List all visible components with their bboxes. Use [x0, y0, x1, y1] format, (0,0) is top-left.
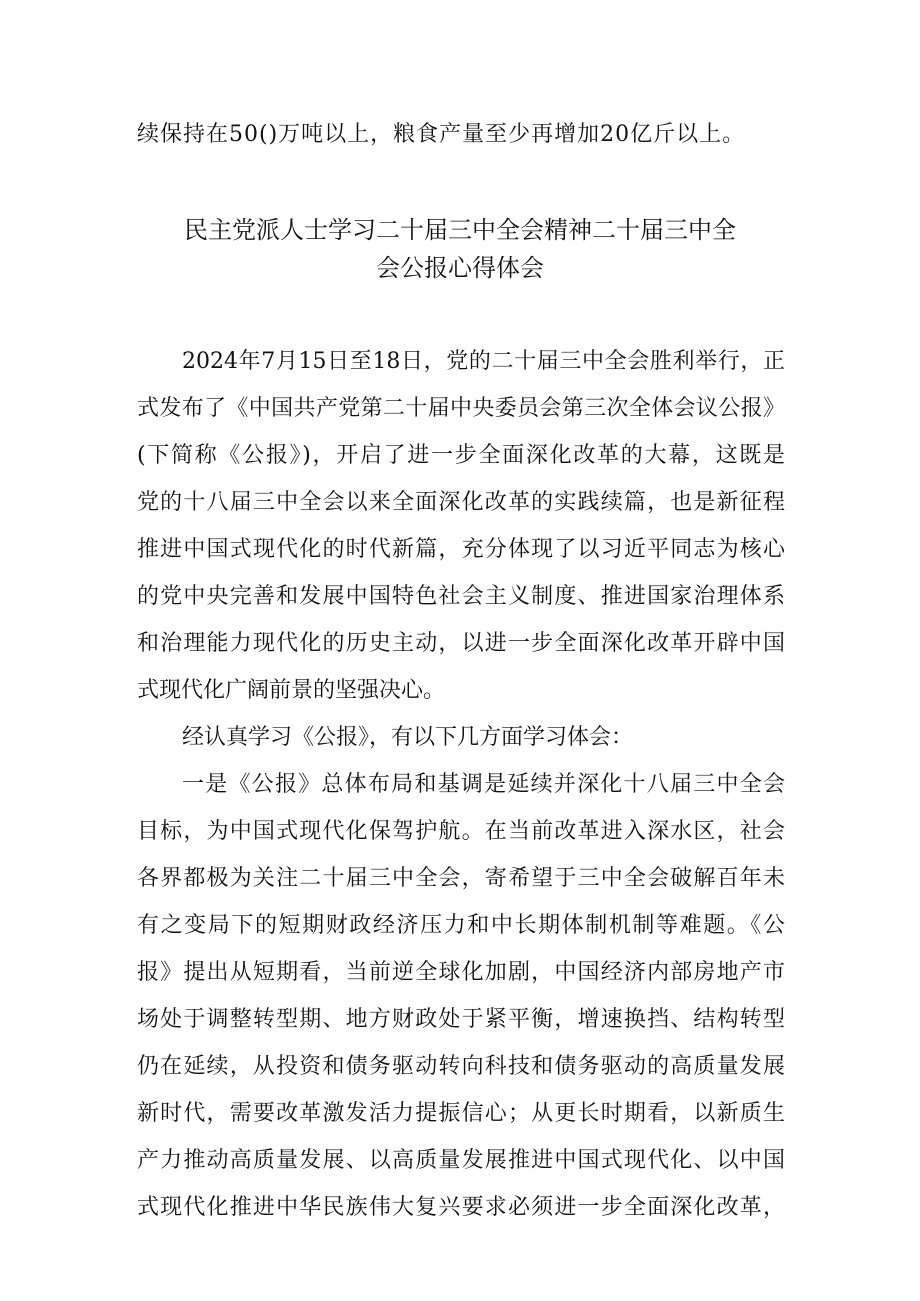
title-line-1: 民主党派人士学习二十届三中全会精神二十届三中全 [184, 216, 736, 244]
paragraph-line: 有之变局下的短期财政经济压力和中长期体制机制等难题。《公 [137, 913, 785, 938]
paragraph-line: 仍在延续，从投资和债务驱动转向科技和债务驱动的高质量发展 [137, 1054, 785, 1079]
paragraph-line: 式现代化推进中华民族伟大复兴要求必须进一步全面深化改革， [137, 1195, 785, 1220]
paragraph-line: (下简称《公报》)，开启了进一步全面深化改革的大幕，这既是 [137, 443, 785, 468]
document-body [137, 338, 785, 1231]
paragraph-line: 的党中央完善和发展中国特色社会主义制度、推进国家治理体系 [137, 584, 785, 609]
paragraph-line: 产力推动高质量发展、以高质量发展推进中国式现代化、以中国 [137, 1148, 785, 1173]
paragraph-line: 推进中国式现代化的时代新篇，充分体现了以习近平同志为核心 [137, 537, 785, 562]
paragraph-line: 一是《公报》总体布局和基调是延续并深化十八届三中全会 [182, 772, 785, 797]
paragraph-line: 式发布了《中国共产党第二十届中央委员会第三次全体会议公报》 [137, 396, 785, 421]
paragraph-line: 场处于调整转型期、地方财政处于紧平衡，增速换挡、结构转型 [137, 1007, 785, 1032]
paragraph-line: 式现代化广阔前景的坚强决心。 [137, 678, 446, 703]
paragraph-line: 2024年7月15日至18日，党的二十届三中全会胜利举行，正 [182, 349, 785, 374]
document-title [140, 211, 780, 287]
paragraph-line: 和治理能力现代化的历史主动，以进一步全面深化改革开辟中国 [137, 631, 785, 656]
paragraph-line: 各界都极为关注二十届三中全会，寄希望于三中全会破解百年未 [137, 866, 785, 891]
paragraph-line: 党的十八届三中全会以来全面深化改革的实践续篇，也是新征程 [137, 490, 785, 515]
title-line-2: 会公报心得体会 [376, 254, 544, 282]
paragraph-line: 报》提出从短期看，当前逆全球化加剧，中国经济内部房地产市 [137, 960, 785, 985]
paragraph-line: 目标，为中国式现代化保驾护航。在当前改革进入深水区，社会 [137, 819, 785, 844]
paragraph-line: 新时代，需要改革激发活力提振信心；从更长时期看，以新质生 [137, 1101, 785, 1126]
previous-text-line: 续保持在50()万吨以上，粮食产量至少再增加20亿斤以上。 [137, 122, 746, 147]
paragraph-line: 经认真学习《公报》，有以下几方面学习体会： [182, 725, 634, 750]
